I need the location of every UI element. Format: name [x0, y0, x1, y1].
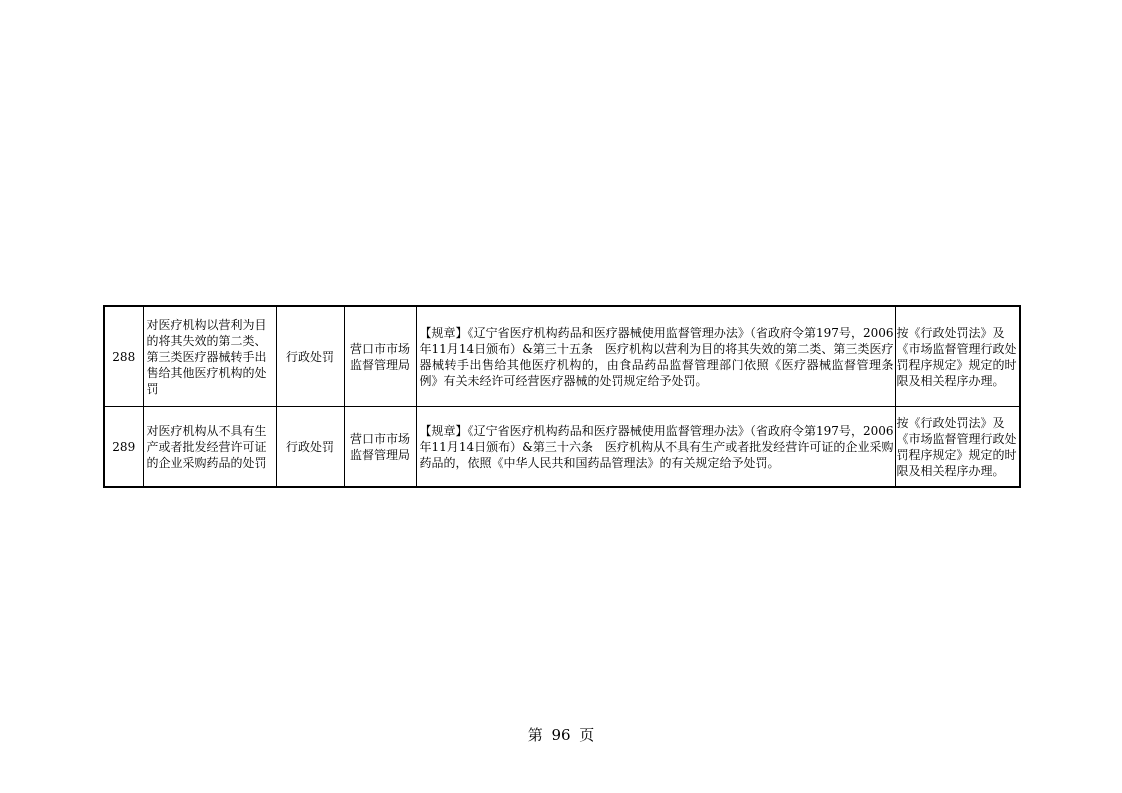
department: 营口市市场监督管理局 [344, 306, 416, 407]
table-row [104, 306, 1020, 407]
legal-basis: 【规章】《辽宁省医疗机构药品和医疗器械使用监督管理办法》（省政府令第197号，2006年11月14日颁布）&第三十五条 医疗机构以营利为目的将其失效的第二类、第三类医疗器械转手出售给其他医疗机构的，由食品药品监督管理部门依照《医疗器械监督管理条例》有关未经许可经营医疗器械的处罚规定给予处罚。 [416, 306, 895, 407]
row-number: 288 [104, 306, 143, 407]
item-name: 对医疗机构以营利为目的将其失效的第二类、第三类医疗器械转手出售给其他医疗机构的处罚 [143, 306, 276, 407]
item-name: 对医疗机构从不具有生产或者批发经营许可证的企业采购药品的处罚 [143, 407, 276, 488]
penalty-table [103, 305, 1021, 488]
table-row [104, 407, 1020, 488]
row-number: 289 [104, 407, 143, 488]
procedure: 按《行政处罚法》及《市场监督管理行政处罚程序规定》规定的时限及相关程序办理。 [895, 306, 1020, 407]
page-number: 第 96 页 [527, 726, 595, 744]
procedure: 按《行政处罚法》及《市场监督管理行政处罚程序规定》规定的时限及相关程序办理。 [895, 407, 1020, 488]
department: 营口市市场监督管理局 [344, 407, 416, 488]
power-type: 行政处罚 [276, 407, 344, 488]
legal-basis: 【规章】《辽宁省医疗机构药品和医疗器械使用监督管理办法》（省政府令第197号，2006年11月14日颁布）&第三十六条 医疗机构从不具有生产或者批发经营许可证的企业采购药品的，依照《中华人民共和国药品管理法》的有关规定给予处罚。 [416, 407, 895, 488]
power-type: 行政处罚 [276, 306, 344, 407]
